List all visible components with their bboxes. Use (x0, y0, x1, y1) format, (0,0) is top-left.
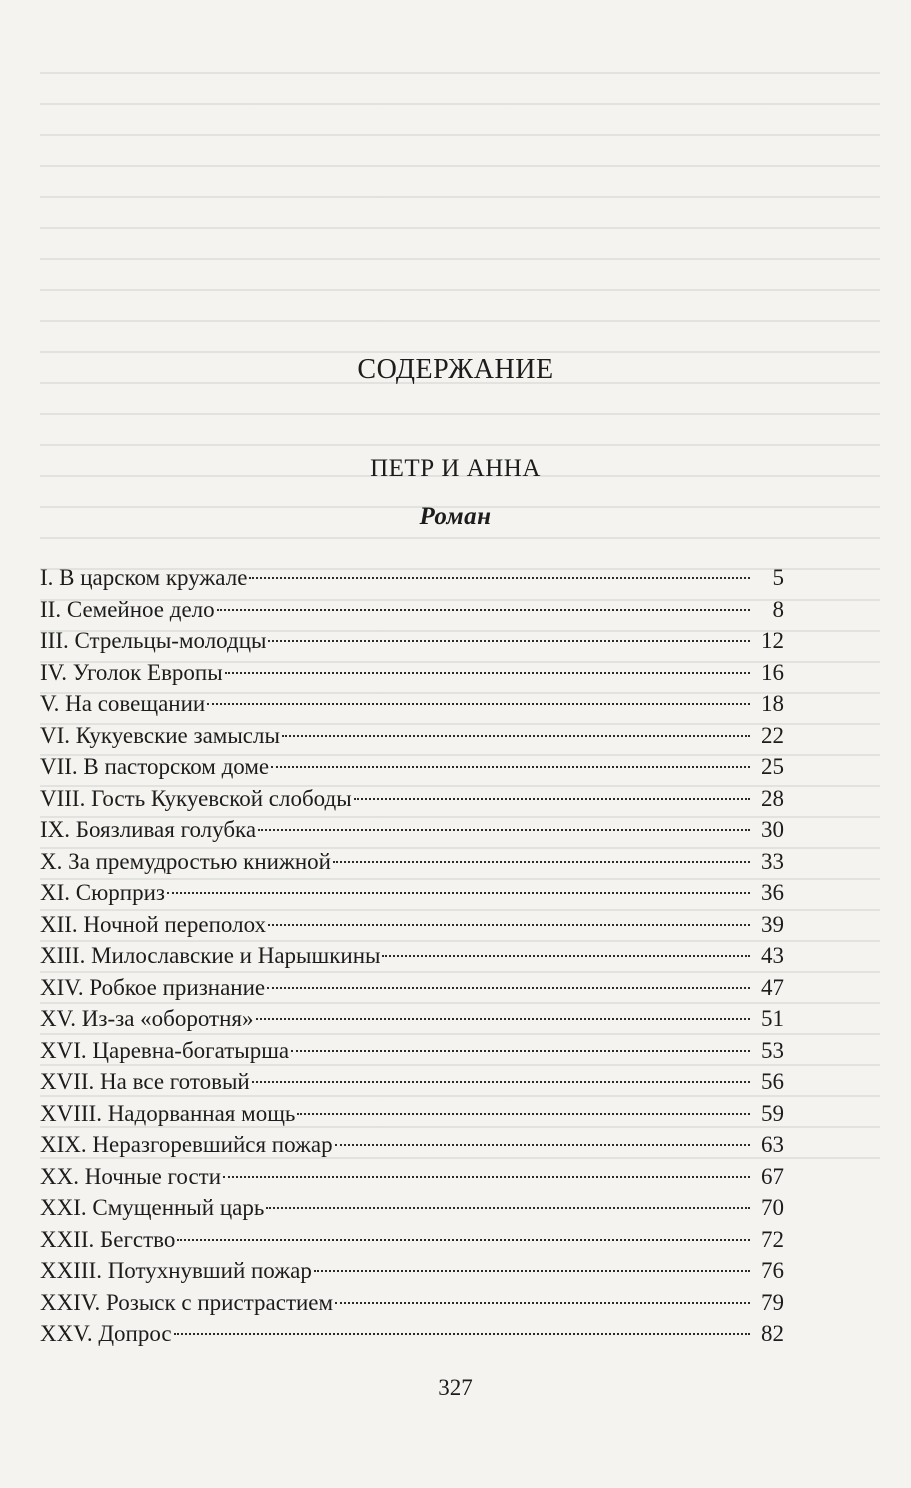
toc-entry (40, 846, 784, 878)
toc-entry (40, 625, 784, 657)
toc-leader-dots (258, 829, 750, 831)
toc-entry-page: 16 (761, 659, 784, 685)
toc-leader-dots (271, 766, 750, 768)
toc-entry (40, 688, 784, 720)
toc-leader-dots (223, 1176, 750, 1178)
toc-entry (40, 1255, 784, 1287)
toc-entry-title: XVI. Царевна-богатырша (40, 1037, 290, 1063)
table-of-contents (40, 562, 784, 1350)
toc-entry-page: 22 (761, 722, 784, 748)
toc-entry-title: IV. Уголок Европы (40, 659, 223, 685)
toc-entry (40, 1287, 784, 1319)
toc-entry (40, 1098, 784, 1130)
toc-entry-title: XVII. На все готовый (40, 1069, 250, 1094)
toc-entry-page: 79 (761, 1289, 784, 1315)
toc-entry-page: 8 (772, 596, 784, 622)
toc-entry-title: XXV. Допрос (40, 1321, 172, 1346)
toc-entry-page: 63 (761, 1132, 784, 1157)
toc-entry-page: 67 (761, 1163, 784, 1189)
toc-entry (40, 562, 784, 594)
toc-entry-title: XXIII. Потухнувший пожар (40, 1258, 312, 1283)
toc-entry (40, 1192, 784, 1224)
work-title: ПЕТР И АННА (370, 455, 541, 482)
toc-entry-page: 51 (761, 1006, 784, 1031)
toc-entry-title: XXI. Смущенный царь (40, 1195, 265, 1220)
toc-entry-title: XIV. Робкое признание (40, 974, 266, 1000)
contents-heading: СОДЕРЖАНИЕ (357, 354, 554, 385)
toc-entry-title: XX. Ночные гости (40, 1163, 222, 1189)
toc-entry (40, 1161, 784, 1193)
toc-entry-page: 47 (761, 974, 784, 1000)
toc-entry-title: XIII. Милославские и Нарышкины (40, 943, 381, 968)
toc-entry (40, 751, 784, 783)
toc-leader-dots (297, 1113, 750, 1115)
toc-leader-dots (167, 892, 750, 894)
toc-entry-title: XV. Из-за «оборотня» (40, 1006, 254, 1031)
toc-entry (40, 783, 784, 815)
toc-entry-title: I. В царском кружале (40, 565, 248, 590)
toc-leader-dots (291, 1050, 750, 1052)
toc-entry-page: 72 (761, 1226, 784, 1252)
toc-leader-dots (314, 1270, 750, 1272)
toc-entry-title: XIX. Неразгоревшийся пожар (40, 1132, 333, 1157)
toc-entry-page: 25 (761, 754, 784, 779)
toc-entry (40, 720, 784, 752)
toc-leader-dots (382, 955, 750, 957)
toc-entry (40, 594, 784, 626)
toc-entry-title: VII. В пасторском доме (40, 754, 270, 779)
toc-leader-dots (249, 577, 750, 579)
toc-entry (40, 1318, 784, 1350)
toc-entry-title: XXIV. Розыск с пристрастием (40, 1289, 334, 1315)
toc-entry-title: X. За премудростью книжной (40, 848, 331, 874)
toc-leader-dots (268, 640, 750, 642)
work-genre: Роман (419, 503, 492, 530)
toc-entry-title: II. Семейное дело (40, 596, 215, 622)
toc-entry-page: 59 (761, 1100, 784, 1126)
toc-leader-dots (354, 798, 750, 800)
toc-entry-page: 36 (761, 880, 784, 905)
toc-leader-dots (177, 1239, 750, 1241)
toc-leader-dots (207, 703, 750, 705)
toc-entry (40, 909, 784, 941)
toc-leader-dots (267, 987, 750, 989)
toc-entry (40, 940, 784, 972)
toc-entry-title: XI. Сюрприз (40, 880, 165, 905)
toc-entry-title: XII. Ночной переполох (40, 911, 267, 937)
toc-leader-dots (266, 1207, 750, 1209)
toc-leader-dots (268, 924, 750, 926)
page-number: 327 (438, 1375, 473, 1400)
toc-entry-page: 30 (761, 817, 784, 842)
toc-entry (40, 1035, 784, 1067)
toc-entry-page: 39 (761, 911, 784, 937)
toc-entry (40, 1224, 784, 1256)
toc-entry-page: 70 (761, 1195, 784, 1220)
toc-leader-dots (335, 1302, 750, 1304)
toc-entry-page: 18 (761, 691, 784, 716)
toc-entry (40, 657, 784, 689)
toc-entry-title: III. Стрельцы-молодцы (40, 628, 267, 653)
toc-leader-dots (256, 1018, 751, 1020)
toc-entry (40, 1129, 784, 1161)
toc-entry-title: IX. Боязливая голубка (40, 817, 257, 842)
toc-entry-page: 33 (761, 848, 784, 874)
toc-entry-page: 53 (761, 1037, 784, 1063)
toc-leader-dots (335, 1144, 750, 1146)
toc-leader-dots (174, 1333, 750, 1335)
toc-entry-page: 43 (761, 943, 784, 968)
toc-entry-page: 56 (761, 1069, 784, 1094)
toc-entry-title: VI. Кукуевские замыслы (40, 722, 280, 748)
toc-entry (40, 972, 784, 1004)
toc-leader-dots (333, 861, 750, 863)
toc-entry-title: XXII. Бегство (40, 1226, 176, 1252)
toc-entry-page: 28 (761, 785, 784, 811)
toc-leader-dots (225, 672, 750, 674)
toc-entry-title: XVIII. Надорванная мощь (40, 1100, 296, 1126)
toc-entry (40, 1003, 784, 1035)
toc-entry-title: VIII. Гость Кукуевской слободы (40, 785, 352, 811)
toc-leader-dots (217, 609, 750, 611)
toc-entry-title: V. На совещании (40, 691, 206, 716)
toc-leader-dots (282, 735, 750, 737)
toc-entry (40, 814, 784, 846)
toc-entry-page: 76 (761, 1258, 784, 1283)
toc-entry-page: 12 (761, 628, 784, 653)
toc-entry (40, 1066, 784, 1098)
toc-leader-dots (252, 1081, 750, 1083)
toc-entry (40, 877, 784, 909)
toc-entry-page: 82 (761, 1321, 784, 1346)
toc-entry-page: 5 (772, 565, 784, 590)
